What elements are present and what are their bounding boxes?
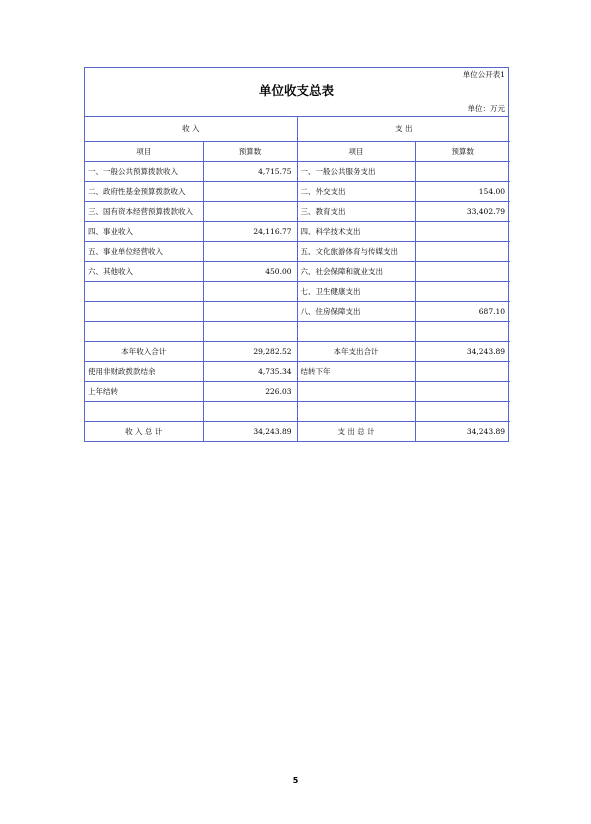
income-amount [203, 321, 297, 341]
grand-total-row [85, 421, 510, 441]
income-amount [203, 201, 297, 221]
table-row [85, 361, 510, 381]
table-row [85, 161, 510, 181]
expense-budget-header: 预算数 [415, 141, 510, 161]
expense-amount: 154.00 [415, 181, 510, 201]
expense-item [297, 381, 415, 401]
expense-amount [415, 281, 510, 301]
page-number: 5 [292, 776, 299, 785]
income-budget-header: 预算数 [203, 141, 297, 161]
table-row [85, 261, 510, 281]
income-grand-total-label: 收 入 总 计 [85, 421, 203, 441]
income-expense-table [85, 117, 510, 441]
income-item [85, 321, 203, 341]
expense-amount [415, 241, 510, 261]
income-amount [203, 281, 297, 301]
income-section-header: 收 入 [85, 117, 297, 141]
table-row [85, 381, 510, 401]
income-item: 使用非财政拨款结余 [85, 361, 203, 381]
expense-item: 一、一般公共服务支出 [297, 161, 415, 181]
table-row [85, 321, 510, 341]
table-row [85, 281, 510, 301]
table-header [85, 68, 508, 117]
income-amount [203, 301, 297, 321]
income-amount [203, 181, 297, 201]
expense-item: 结转下年 [297, 361, 415, 381]
expense-amount [415, 161, 510, 181]
expense-item-header: 项目 [297, 141, 415, 161]
unit-label: 单位：万元 [467, 104, 505, 113]
income-item: 三、国有资本经营预算拨款收入 [85, 201, 203, 221]
expense-year-total-label: 本年支出合计 [297, 341, 415, 361]
income-item [85, 281, 203, 301]
income-grand-total-amount: 34,243.89 [203, 421, 297, 441]
income-amount [203, 401, 297, 421]
expense-item: 六、社会保障和就业支出 [297, 261, 415, 281]
income-item-header: 项目 [85, 141, 203, 161]
income-item [85, 401, 203, 421]
expense-item: 四、科学技术支出 [297, 221, 415, 241]
income-item: 四、事业收入 [85, 221, 203, 241]
income-amount: 4,735.34 [203, 361, 297, 381]
year-total-row [85, 341, 510, 361]
expense-amount: 33,402.79 [415, 201, 510, 221]
expense-year-total-amount: 34,243.89 [415, 341, 510, 361]
expense-grand-total-label: 支 出 总 计 [297, 421, 415, 441]
income-item [85, 301, 203, 321]
expense-item: 七、卫生健康支出 [297, 281, 415, 301]
table-row [85, 221, 510, 241]
form-number: 单位公开表1 [462, 70, 505, 79]
expense-item: 二、外交支出 [297, 181, 415, 201]
expense-item [297, 321, 415, 341]
expense-grand-total-amount: 34,243.89 [466, 426, 506, 436]
income-item: 六、其他收入 [85, 261, 203, 281]
page-title: 单位收支总表 [258, 83, 334, 98]
income-year-total-amount: 29,282.52 [203, 341, 297, 361]
expense-item: 五、文化旅游体育与传媒支出 [297, 241, 415, 261]
income-item: 一、一般公共预算拨款收入 [85, 161, 203, 181]
expense-amount [415, 221, 510, 241]
income-amount: 4,715.75 [203, 161, 297, 181]
income-amount: 24,116.77 [203, 221, 297, 241]
table-row [85, 301, 510, 321]
expense-amount [415, 261, 510, 281]
table-row [85, 201, 510, 221]
expense-amount [415, 401, 510, 421]
expense-amount: 687.10 [415, 301, 510, 321]
table-row [85, 401, 510, 421]
expense-section-header: 支 出 [297, 117, 510, 141]
expense-item: 三、教育支出 [297, 201, 415, 221]
section-header-row [85, 117, 510, 141]
income-amount: 450.00 [203, 261, 297, 281]
expense-amount [415, 381, 510, 401]
expense-amount [415, 321, 510, 341]
table-row [85, 181, 510, 201]
column-header-row [85, 141, 510, 161]
income-amount: 226.03 [203, 381, 297, 401]
income-item: 上年结转 [85, 381, 203, 401]
income-amount [203, 241, 297, 261]
income-year-total-label: 本年收入合计 [85, 341, 203, 361]
expense-item [297, 401, 415, 421]
budget-table-sheet [84, 67, 509, 442]
income-item: 二、政府性基金预算拨款收入 [85, 181, 203, 201]
income-item: 五、事业单位经营收入 [85, 241, 203, 261]
expense-amount [415, 361, 510, 381]
table-row [85, 241, 510, 261]
expense-item: 八、住房保障支出 [297, 301, 415, 321]
